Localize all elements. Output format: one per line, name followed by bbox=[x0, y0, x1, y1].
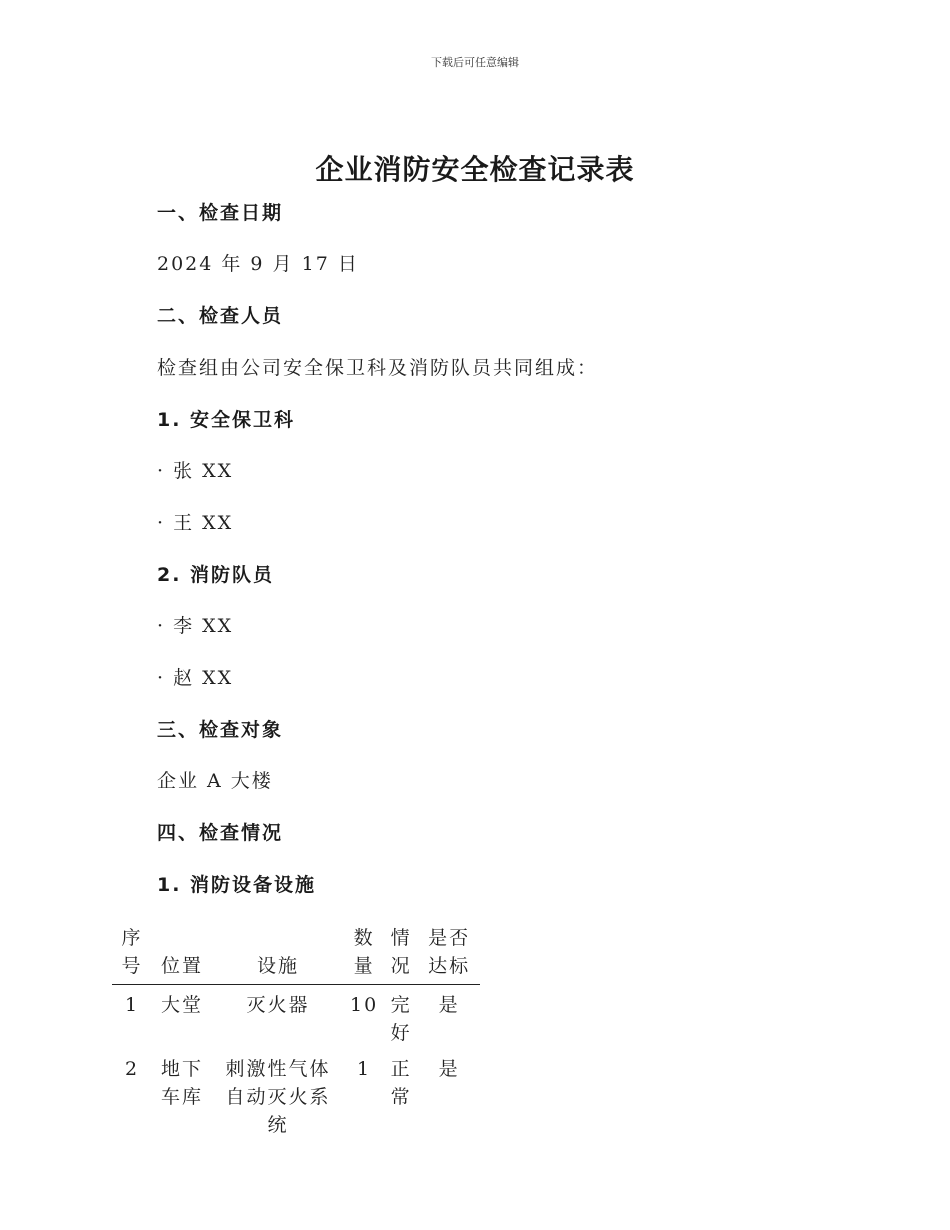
cell-location: 大堂 bbox=[160, 994, 203, 1016]
col-header-location: 位置 bbox=[152, 920, 212, 985]
header-note: 下载后可任意编辑 bbox=[431, 56, 519, 69]
list-item: · 李 XX bbox=[157, 615, 234, 637]
document-title: 企业消防安全检查记录表 bbox=[315, 153, 635, 186]
cell-facility: 刺激性气体自动灭火系统 bbox=[225, 1058, 331, 1136]
equipment-table bbox=[112, 920, 480, 1141]
cell-facility: 灭火器 bbox=[246, 994, 310, 1016]
col-header-no: 序号 bbox=[112, 920, 152, 985]
col-header-compliant: 是否达标 bbox=[418, 920, 480, 985]
section-situation-heading: 四、检查情况 bbox=[157, 822, 284, 844]
list-item: · 王 XX bbox=[157, 512, 234, 534]
list-item: · 张 XX bbox=[157, 460, 234, 482]
cell-no: 2 bbox=[124, 1058, 140, 1080]
table-row bbox=[112, 985, 480, 1050]
table-row bbox=[112, 1049, 480, 1141]
table-header-row bbox=[112, 920, 480, 985]
group-firefighters-heading: 2. 消防队员 bbox=[157, 564, 275, 586]
section-personnel-heading: 二、检查人员 bbox=[157, 305, 284, 327]
col-header-status: 情况 bbox=[384, 920, 418, 985]
personnel-intro: 检查组由公司安全保卫科及消防队员共同组成： bbox=[157, 357, 599, 379]
cell-status: 正常 bbox=[390, 1058, 412, 1108]
cell-compliant: 是 bbox=[438, 1058, 460, 1080]
equipment-heading: 1. 消防设备设施 bbox=[157, 874, 317, 896]
section-target-heading: 三、检查对象 bbox=[157, 719, 284, 741]
inspection-target: 企业 A 大楼 bbox=[157, 770, 273, 792]
col-header-facility: 设施 bbox=[212, 920, 344, 985]
cell-quantity: 1 bbox=[357, 1058, 372, 1080]
inspection-date: 2024 年 9 月 17 日 bbox=[157, 253, 359, 275]
cell-quantity: 10 bbox=[350, 994, 379, 1016]
cell-compliant: 是 bbox=[438, 994, 460, 1016]
cell-location: 地下车库 bbox=[160, 1058, 203, 1108]
group-security-heading: 1. 安全保卫科 bbox=[157, 409, 296, 431]
col-header-quantity: 数量 bbox=[344, 920, 384, 985]
cell-status: 完好 bbox=[390, 994, 412, 1044]
cell-no: 1 bbox=[124, 994, 140, 1016]
list-item: · 赵 XX bbox=[157, 667, 234, 689]
section-date-heading: 一、检查日期 bbox=[157, 202, 284, 224]
